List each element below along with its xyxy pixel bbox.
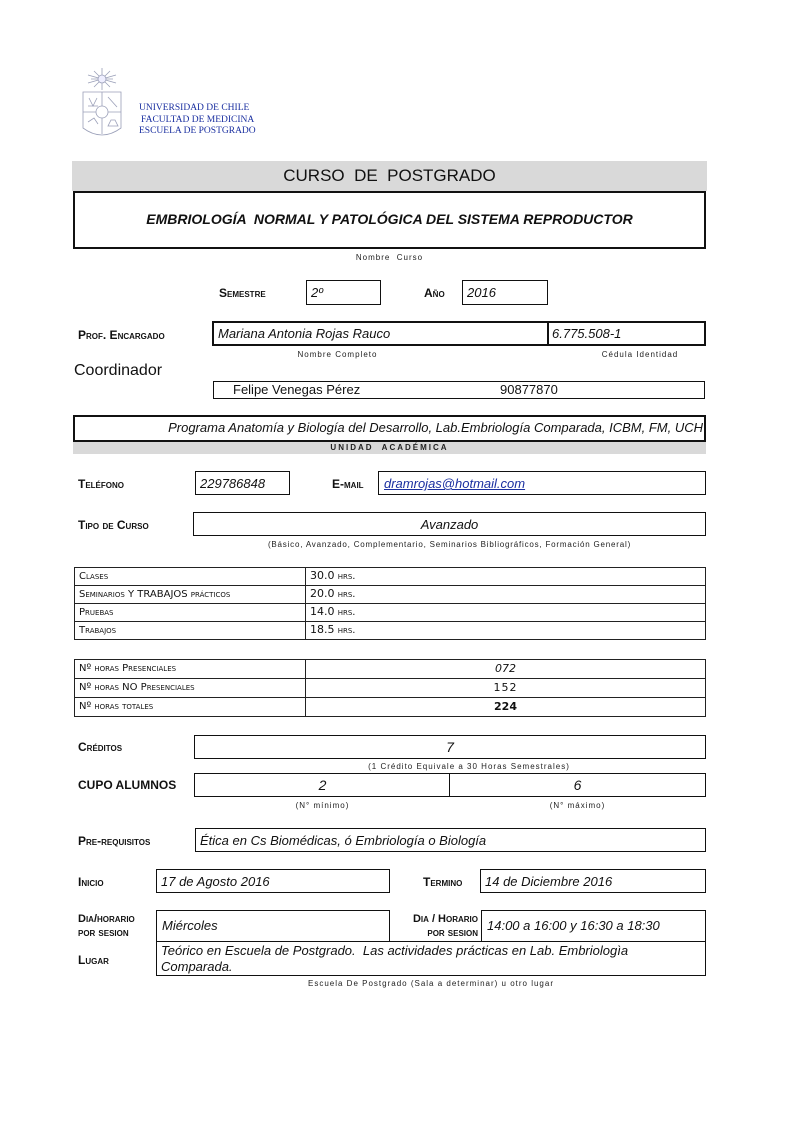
start-value: 17 de Agosto 2016: [161, 874, 270, 889]
table-row: [75, 604, 706, 622]
cupo-max-value: 6: [573, 777, 582, 793]
form-title: CURSO DE POSTGRADO: [283, 166, 496, 185]
credits-value: 7: [446, 739, 454, 755]
total-label: Nº horas NO Presenciales: [75, 679, 306, 698]
course-type-label: Tipo de Curso: [78, 518, 149, 532]
hours-value: 18.5: [310, 623, 335, 636]
cupo-label: CUPO ALUMNOS: [78, 778, 177, 792]
phone-value: 229786848: [200, 476, 266, 491]
semester-value: 2º: [311, 285, 323, 300]
table-row: [75, 698, 706, 717]
end-label: Termino: [423, 875, 463, 889]
institution-line-university: UNIVERSIDAD DE CHILE: [139, 103, 250, 113]
hours-totals-table: [74, 659, 706, 717]
time-label-line2: por sesion: [427, 927, 478, 939]
table-row: [75, 568, 706, 586]
hours-label: Pruebas: [75, 604, 306, 622]
hours-value-cell: [306, 568, 706, 586]
table-row: [75, 586, 706, 604]
place-value-line1: Teórico en Escuela de Postgrado. Las actividades prácticas en Lab. Embriologìa: [161, 943, 629, 958]
cupo-min-caption: (N° mínimo): [295, 801, 350, 810]
day-value: Miércoles: [162, 918, 218, 933]
hours-breakdown-table: [74, 567, 706, 640]
course-name: EMBRIOLOGÍA NORMAL Y PATOLÓGICA DEL SISTEMA REPRODUCTOR: [146, 211, 633, 227]
credits-label: Créditos: [78, 740, 123, 754]
institution-name: [139, 103, 256, 138]
total-label: Nº horas Presenciales: [75, 660, 306, 679]
email-link[interactable]: dramrojas@hotmail.com: [384, 476, 526, 491]
hours-value: 14.0: [310, 605, 335, 618]
total-value: 224: [306, 698, 706, 717]
institution-line-faculty: FACULTAD DE MEDICINA: [141, 114, 255, 125]
day-label-line2: por sesion: [78, 927, 129, 939]
hours-value: 20.0: [310, 587, 335, 600]
day-label-line1: Dia/horario: [78, 913, 135, 925]
hours-unit: hrs.: [337, 607, 356, 618]
place-caption: Escuela De Postgrado (Sala a determinar) u otro lugar: [308, 979, 554, 988]
university-crest-icon: [78, 66, 126, 142]
end-value: 14 de Diciembre 2016: [485, 874, 613, 889]
table-row: [75, 660, 706, 679]
institution-line-school: ESCUELA DE POSTGRADO: [139, 126, 256, 136]
hours-value-cell: [306, 604, 706, 622]
prereq-value: Ética en Cs Biomédicas, ó Embriología o Biología: [200, 833, 487, 848]
day-label: [78, 912, 135, 940]
table-row: [75, 679, 706, 698]
hours-unit: hrs.: [337, 571, 356, 582]
hours-label: Trabajos: [75, 622, 306, 640]
hours-unit: hrs.: [337, 625, 356, 636]
course-name-caption: Nombre Curso: [355, 253, 424, 262]
year-value: 2016: [467, 285, 496, 300]
credits-caption: (1 Crédito Equivale a 30 Horas Semestrales): [368, 762, 570, 771]
time-value: 14:00 a 16:00 y 16:30 a 18:30: [487, 918, 660, 933]
hours-value: 30.0: [310, 569, 335, 582]
total-value: 072: [306, 660, 706, 679]
time-label-line1: Dia / Horario: [412, 913, 478, 925]
prof-id-caption: Cédula Identidad: [601, 350, 679, 359]
phone-label: Teléfono: [78, 477, 124, 491]
prof-label: Prof. Encargado: [78, 328, 165, 342]
cupo-min-value: 2: [318, 777, 327, 793]
course-type-value: Avanzado: [420, 517, 479, 532]
prereq-label: Pre-requisitos: [78, 834, 151, 848]
email-label: E-mail: [332, 477, 364, 491]
cupo-max-caption: (N° máximo): [549, 801, 606, 810]
semester-label: Semestre: [219, 286, 266, 300]
hours-label: Seminarios Y TRABAJOS prácticos: [75, 586, 306, 604]
time-label: [392, 912, 478, 940]
prof-name-value: Mariana Antonia Rojas Rauco: [218, 326, 391, 341]
place-value-line2: Comparada.: [161, 959, 233, 974]
prof-name-caption: Nombre Completo: [297, 350, 378, 359]
table-row: [75, 622, 706, 640]
total-value: 152: [306, 679, 706, 698]
coordinator-name: Felipe Venegas Pérez: [233, 382, 361, 397]
coordinator-label: Coordinador: [74, 362, 163, 379]
year-label: Año: [424, 286, 445, 300]
academic-unit-caption: UNIDAD ACADÉMICA: [330, 443, 449, 452]
prof-id-value: 6.775.508-1: [552, 326, 622, 341]
academic-unit-value: Programa Anatomía y Biología del Desarrollo, Lab.Embriología Comparada, ICBM, FM, UCH: [168, 420, 703, 435]
total-label: Nº horas totales: [75, 698, 306, 717]
place-label: Lugar: [78, 953, 109, 967]
hours-label: Clases: [75, 568, 306, 586]
start-label: Inicio: [78, 875, 104, 889]
hours-unit: hrs.: [337, 589, 356, 600]
course-type-caption: (Básico, Avanzado, Complementario, Seminarios Bibliográficos, Formación General): [267, 540, 632, 549]
coordinator-id: 90877870: [500, 382, 558, 397]
hours-value-cell: [306, 586, 706, 604]
hours-value-cell: [306, 622, 706, 640]
